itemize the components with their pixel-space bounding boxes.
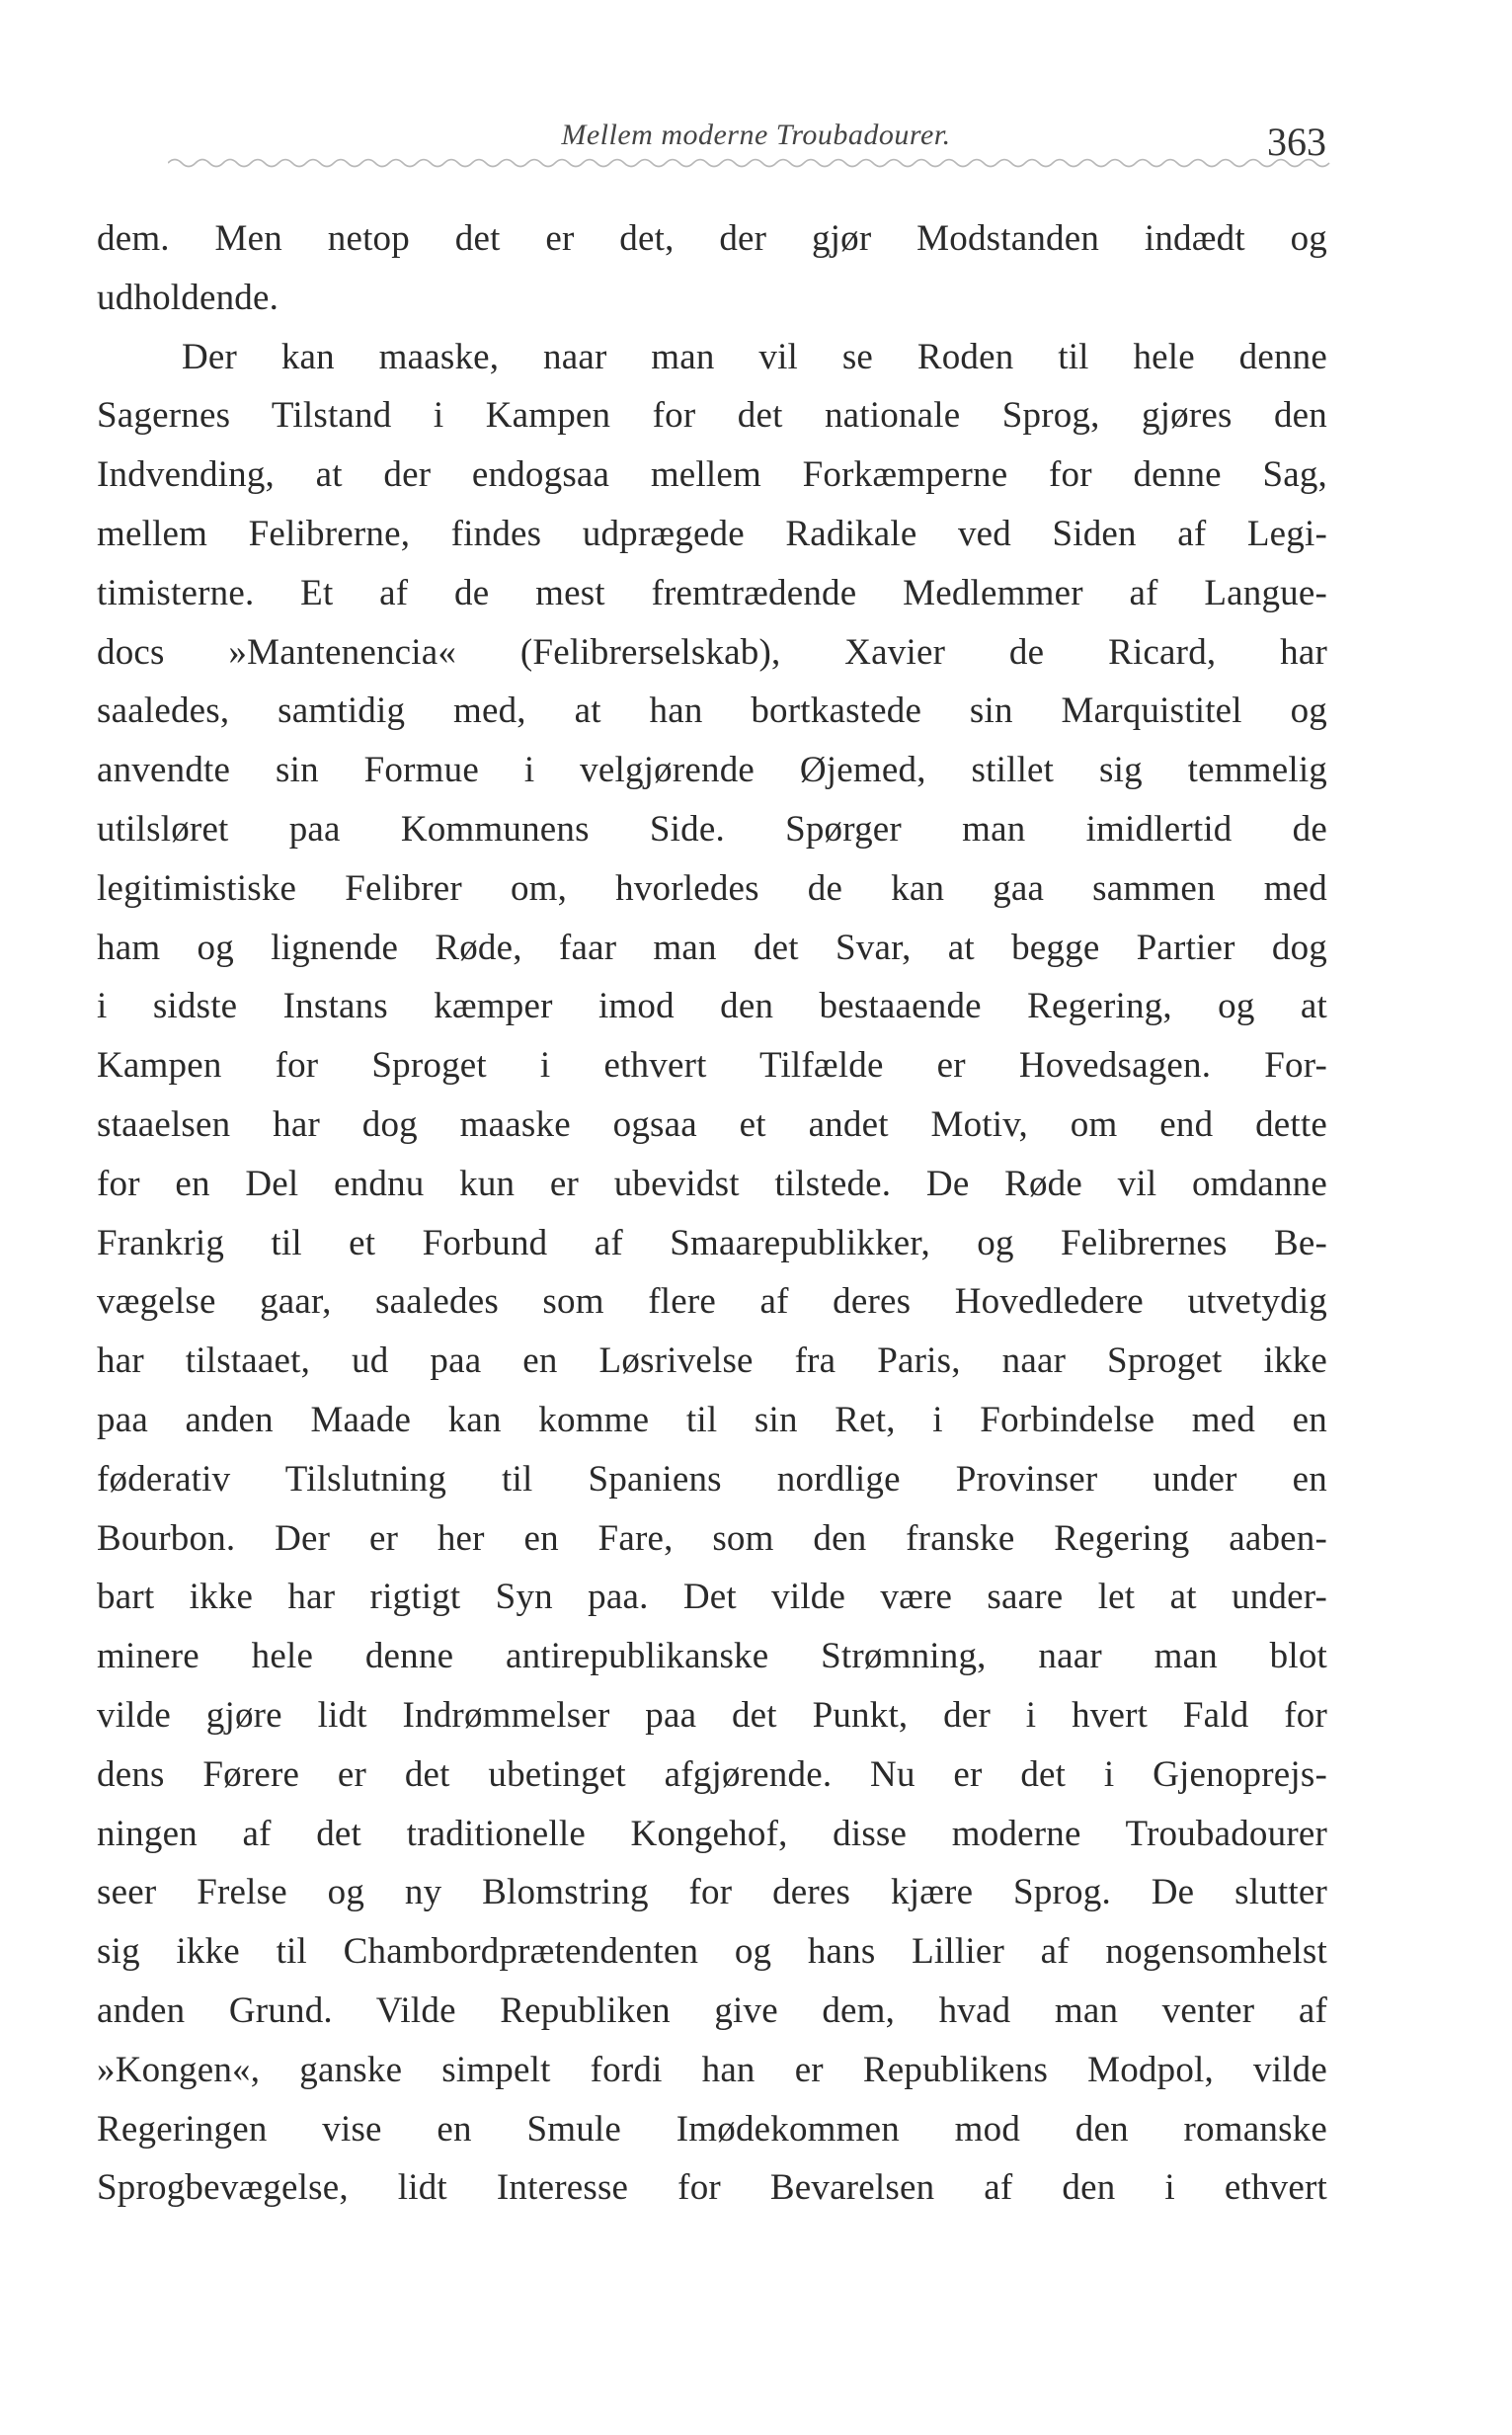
page-number: 363 bbox=[1267, 120, 1326, 164]
text-line: vægelse gaar, saaledes som flere af deres Hovedledere utvetydig bbox=[97, 1281, 1327, 1323]
text-line: paa anden Maade kan komme til sin Ret, i Forbindelse med en bbox=[97, 1399, 1327, 1440]
text-line: anden Grund. Vilde Republiken give dem, hvad man venter af bbox=[97, 1989, 1327, 2031]
text-line: seer Frelse og ny Blomstring for deres kjære Sprog. De slutter bbox=[97, 1872, 1327, 1913]
text-line: anvendte sin Formue i velgjørende Øjemed, stillet sig temmelig bbox=[97, 750, 1327, 791]
text-line: Sagernes Tilstand i Kampen for det nationale Sprog, gjøres den bbox=[97, 395, 1327, 437]
text-line: i sidste Instans kæmper imod den bestaaende Regering, og at bbox=[97, 986, 1327, 1027]
text-line: Indvending, at der endogsaa mellem Forkæmperne for denne Sag, bbox=[97, 454, 1327, 496]
text-line: legitimistiske Felibrer om, hvorledes de kan gaa sammen med bbox=[97, 867, 1327, 909]
text-line: utilsløret paa Kommunens Side. Spørger man imidlertid de bbox=[97, 808, 1327, 850]
text-line: vilde gjøre lidt Indrømmelser paa det Punkt, der i hvert Fald for bbox=[97, 1694, 1327, 1736]
text-line: ningen af det traditionelle Kongehof, disse moderne Troubadourer bbox=[97, 1813, 1327, 1854]
text-line: Bourbon. Der er her en Fare, som den franske Regering aaben- bbox=[97, 1517, 1327, 1559]
text-line: dem. Men netop det er det, der gjør Modstanden indædt og bbox=[97, 218, 1327, 259]
text-line: docs »Mantenencia« (Felibrerselskab), Xavier de Ricard, har bbox=[97, 631, 1327, 673]
text-line: for en Del endnu kun er ubevidst tilstede. De Røde vil omdanne bbox=[97, 1163, 1327, 1204]
text-line: ham og lignende Røde, faar man det Svar, at begge Partier dog bbox=[97, 927, 1327, 968]
running-title: Mellem moderne Troubadourer. bbox=[561, 119, 951, 151]
text-line: Kampen for Sproget i ethvert Tilfælde er Hovedsagen. For- bbox=[97, 1045, 1327, 1087]
text-line: har tilstaaet, ud paa en Løsrivelse fra Paris, naar Sproget ikke bbox=[97, 1340, 1327, 1382]
decorative-wavy-rule bbox=[168, 156, 1333, 170]
text-line: saaledes, samtidig med, at han bortkastede sin Marquistitel og bbox=[97, 690, 1327, 732]
text-line: Sprogbevægelse, lidt Interesse for Bevarelsen af den i ethvert bbox=[97, 2167, 1327, 2209]
text-line: timisterne. Et af de mest fremtrædende Medlemmer af Langue- bbox=[97, 572, 1327, 613]
text-line: dens Førere er det ubetinget afgjørende. Nu er det i Gjenoprejs- bbox=[97, 1753, 1327, 1795]
text-line: Frankrig til et Forbund af Smaarepublikker, og Felibrernes Be- bbox=[97, 1222, 1327, 1263]
text-line: mellem Felibrerne, findes udprægede Radikale ved Siden af Legi- bbox=[97, 513, 1327, 554]
text-line: Regeringen vise en Smule Imødekommen mod den romanske bbox=[97, 2108, 1327, 2150]
text-line: Der kan maaske, naar man vil se Roden til hele denne bbox=[182, 336, 1327, 377]
text-line: »Kongen«, ganske simpelt fordi han er Republikens Modpol, vilde bbox=[97, 2049, 1327, 2090]
text-line: bart ikke har rigtigt Syn paa. Det vilde være saare let at under- bbox=[97, 1577, 1327, 1618]
text-line: sig ikke til Chambordprætendenten og hans Lillier af nogensomhelst bbox=[97, 1931, 1327, 1973]
body-text bbox=[97, 209, 1327, 2218]
text-line: minere hele denne antirepublikanske Strømning, naar man blot bbox=[97, 1636, 1327, 1677]
text-line: føderativ Tilslutning til Spaniens nordlige Provinser under en bbox=[97, 1458, 1327, 1500]
text-line: udholdende. bbox=[97, 277, 279, 318]
text-line: staaelsen har dog maaske ogsaa et andet Motiv, om end dette bbox=[97, 1103, 1327, 1145]
